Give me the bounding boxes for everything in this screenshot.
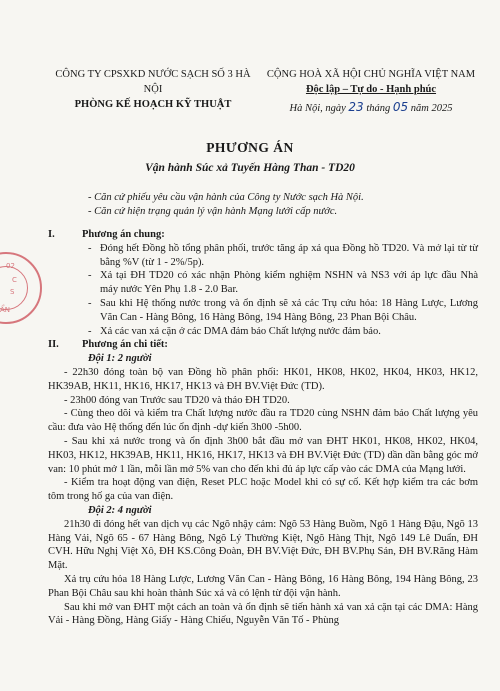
handwritten-month: 05 bbox=[392, 100, 409, 114]
paragraph: - 22h30 đóng toàn bộ van Đồng hồ phân phối: HK01, HK08, HK02, HK04, HK03, HK12, HK39AB, HK11, HK16, HK17, HK13 và ĐH BV.Việt Đức (TD). bbox=[48, 366, 478, 392]
company-name: CÔNG TY CPSXKD NƯỚC SẠCH SỐ 3 HÀ NỘI bbox=[55, 69, 251, 95]
paragraph: Xả trụ cứu hỏa 18 Hàng Lược, Lương Văn Can - Hàng Bông, 16 Hàng Bông, 194 Hàng Bông, 23 Phan Bội Châu sau khi hoàn thành Súc xả và có lệnh từ đội vận hành. bbox=[48, 573, 478, 599]
paragraph: Sau khi mở van ĐHT một cách an toàn và ổn định sẽ tiến hành xả van xả cặn tại các DMA: Hàng Vải - Hàng Đồng, Hàng Giấy - Hàng Chiếu, Nguyễn Văn Tố - Phùng bbox=[48, 601, 478, 627]
paragraph: 21h30 đi đóng hết van dịch vụ các Ngõ nhậy cảm: Ngõ 53 Hàng Buồm, Ngõ 1 Hàng Đậu, Ngõ 13 Hàng Vải, Ngõ 65 - 67 Hàng Bông, Ngõ Lý Thường Kiệt, Ngõ Hàng Thịt, Ngõ 149 Lê Duẩn, ĐH CVH. Hữu Nghị Việt Xô, ĐH KS.Công Đoàn, ĐH BV.Việt Đức, ĐH BV.Phụ Sản, ĐH BV.Răng Hàm Mặt. bbox=[48, 518, 478, 572]
legal-bases bbox=[88, 191, 468, 219]
section-heading: II. Phương án chi tiết: bbox=[48, 339, 168, 351]
list-item: - Sau khi Hệ thống nước trong và ổn định sẽ xả các Trụ cứu hỏa: 18 Hàng Lược, Lương Văn Can - Hàng Bông, 16 Hàng Bông, 194 Hàng Bông, 23 Phan Bội Châu. bbox=[88, 297, 478, 323]
company-stamp: 02 C S ẨN bbox=[0, 252, 42, 324]
document-body bbox=[48, 228, 478, 628]
team-heading: Đội 2: 4 người bbox=[88, 504, 152, 516]
national-motto: Độc lập – Tự do - Hạnh phúc bbox=[305, 84, 437, 95]
issuer-block bbox=[48, 67, 258, 112]
department-name: PHÒNG KẾ HOẠCH KỸ THUẬT bbox=[74, 99, 232, 110]
document-subtitle: Vận hành Súc xả Tuyến Hàng Than - TD20 bbox=[145, 162, 355, 174]
document-title: PHƯƠNG ÁN bbox=[206, 140, 294, 155]
paragraph: - Sau khi xả nước trong và ổn định 3h00 bắt đầu mở van ĐHT HK01, HK08, HK02, HK04, HK03, HK12, HK39AB, HK11, HK16, HK17, HK13 và ĐH BV.Việt Đức (TD) dần dần bằng góc mở van: 10 phút mở 1 lần, mỗi lần mở 5% van cho đến khi đủ áp lực cấp vào các DMA của Mạng lưới. bbox=[48, 435, 478, 475]
section-heading: I. Phương án chung: bbox=[48, 229, 165, 240]
list-item: - Đóng hết Đồng hồ tổng phân phối, trước tăng áp xả qua Đồng hồ TD20. Và mở lại từ từ bằng %V (từ 1 - 2%/5p). bbox=[88, 242, 478, 268]
document-date: Hà Nội, ngày 23 tháng 05 năm 2025 bbox=[289, 100, 453, 114]
team-heading: Đội 1: 2 người bbox=[88, 353, 152, 365]
paragraph: - Kiểm tra hoạt động van điện, Reset PLC hoặc Model khi có sự cố. Kết hợp kiểm tra các bơm tôm trong hố ga của van điện. bbox=[48, 477, 478, 503]
paragraph: - 23h00 đóng van Trước sau TD20 và thảo ĐH TD20. bbox=[64, 394, 290, 406]
republic-name: CỘNG HOÀ XÃ HỘI CHỦ NGHĨA VIỆT NAM bbox=[266, 69, 476, 80]
handwritten-day: 23 bbox=[348, 100, 364, 114]
paragraph: - Cùng theo dõi và kiểm tra Chất lượng nước đầu ra TD20 cùng NSHN đảm bảo Chất lượng yêu cầu: đưa vào Hệ thống đến lúc ổn định -dự kiến 3h00 -5h00. bbox=[48, 408, 478, 434]
basis-item: - Căn cứ hiện trạng quản lý vận hành Mạng lưới cấp nước. bbox=[88, 205, 468, 219]
national-header bbox=[266, 67, 476, 116]
list-item: - Xả các van xả cặn ở các DMA đảm bảo Chất lượng nước đảm bảo. bbox=[88, 325, 381, 337]
basis-item: - Căn cứ phiếu yêu cầu vận hành của Công ty Nước sạch Hà Nội. bbox=[88, 191, 468, 205]
list-item: - Xả tại ĐH TD20 có xác nhận Phòng kiểm nghiệm NSHN và NS3 với áp lực đầu Nhà máy nước Yên Phụ 1.8 - 2.0 Bar. bbox=[88, 270, 478, 296]
